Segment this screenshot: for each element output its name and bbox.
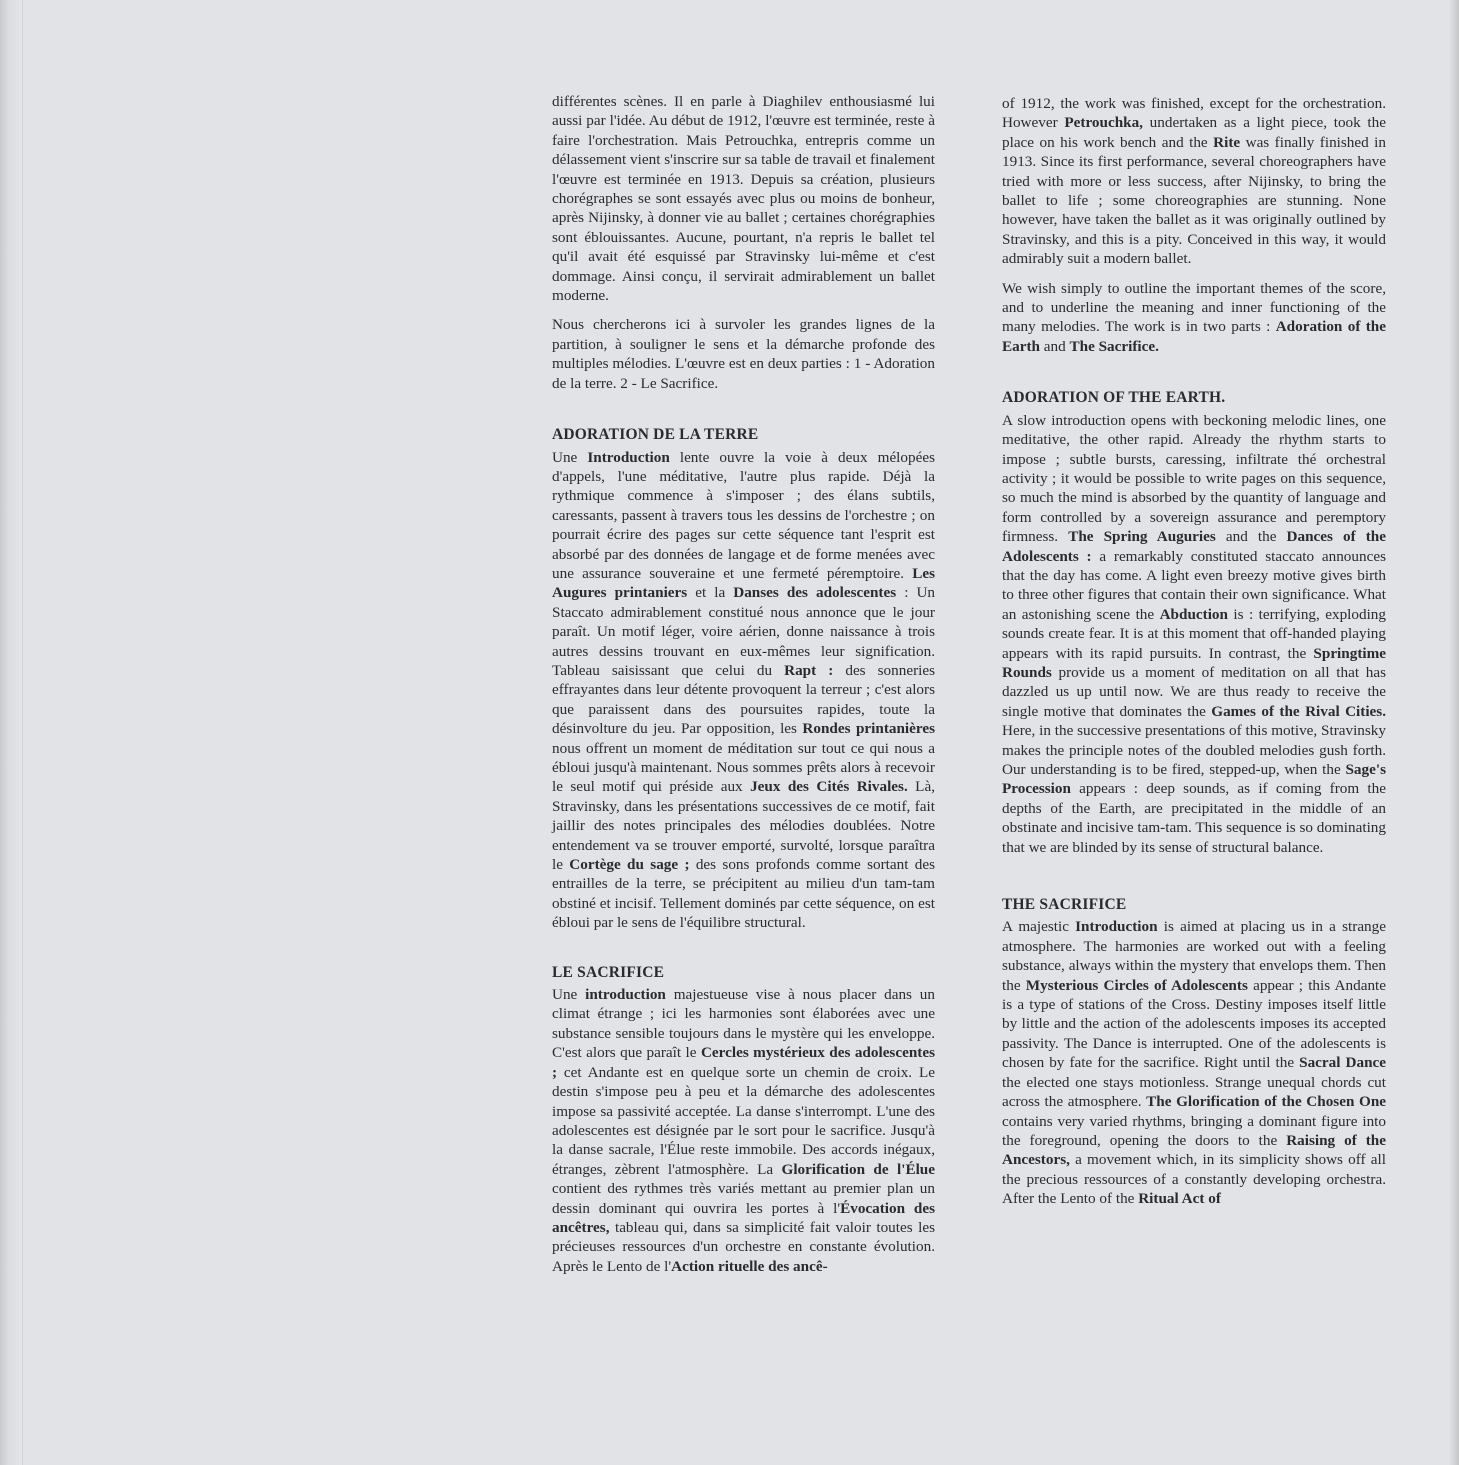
bold-term: Cercles mystérieux des adolescentes ; [552,1044,935,1081]
text-run: : Un Staccato admirablement constitué nous annonce que le jour paraît. Un motif léger, voire aérien, donne naissance à trois autres dessins trouvant en eux-mêmes leur signification. Tableau saisissant que celui du [552,584,936,679]
text-run: majestueuse vise à nous placer dans un climat étrange ; ici les harmonies sont élaborées avec une substance sensible toujours dans le mystère qui les enveloppe. C'est alors que paraît le [552,986,935,1062]
page-fold-shadow [0,0,23,1465]
text-run: cet Andante est en quelque sorte un chemin de croix. Le destin s'impose peu à peu et la démarche des adolescentes impose sa passivité acceptée. La danse s'interrompt. L'une des adolescentes est désignée par le sort pour le sacrifice. Jusqu'à la danse sacrale, l'Élue reste immobile. Des accords inégaux, étranges, zèbrent l'atmosphère. La [552,1063,935,1178]
french-intro-paragraph-1: différentes scènes. Il en parle à Diaghilev enthousiasmé lui aussi par l'idée. Au début de 1912, l'œuvre est terminée, reste à faire l'orchestration. Mais Petrouchka, entrepris comme un délassement vient s'inscrire sur sa table de travail et finalement l'œuvre est terminée en 1913. Depuis sa création, plusieurs chorégraphes se sont essayés avec plus ou moins de bonheur, après Nijinsky, à donner vie au ballet ; certaines chorégraphies sont éblouissantes. Aucune, pourtant, n'a repris le ballet tel qu'il avait été esquissé par Stravinsky lui-même et c'est dommage. Ainsi conçu, il servirait admirablement un ballet moderne. [552,93,935,305]
text-run: A majestic [1002,918,1076,936]
bold-term: Danses des adolescentes [733,584,897,602]
bold-term: Jeux des Cités Rivales. [750,778,908,796]
text-run: provide us a moment of meditation on all that has dazzled us up until now. We are thus ready to receive the single motive that dominates the [1002,663,1386,720]
english-sacrifice-text [1002,917,1386,1208]
bold-term: Ritual Act of [1138,1190,1221,1208]
text-run: lente ouvre la voie à deux mélopées d'appels, l'une méditative, l'autre plus rapide. Déjà la rythmique commence à s'imposer ; des élans subtils, caressants, passent à travers tous les dessins de l'orchestre ; on pourrait écrire des pages sur cette séquence tant l'esprit est absorbé par des données de langage et de forme menées avec une assurance souveraine et une fermeté péremptoire. [552,448,935,582]
french-adoration-text [552,448,935,933]
text-run: A slow introduction opens with beckoning melodic lines, one meditative, the other rapid. Already the rhythm starts to impose ; subtle bursts, caressing, infiltrate thé orchestral activity ; it would be possible to write pages on this sequence, so much the mind is absorbed by the quantity of language and form controlled by a sovereign assurance and peremptory firmness. [1002,411,1386,546]
text-run: a remarkably constituted staccato announces that the day has come. A light even breezy motive gives birth to three other figures that contain their own significance. What an astonishing scene the [1002,547,1386,623]
text-run: des sons profonds comme sortant des entrailles de la terre, se précipitent au milieu d'un tam-tam obstiné et incisif. Tellement dominés par cette séquence, on est ébloui par le sens de l'équilibre structural. [552,856,936,932]
text-run: appears : deep sounds, as if coming from the depths of the Earth, are precipitated in the middle of an obstinate and incisive tam-tam. This sequence is so dominating that we are blinded by its sense of structural balance. [1002,780,1386,856]
bold-term: Rite [1213,133,1241,151]
text-run: is aimed at placing us in a strange atmosphere. The harmonies are worked out with a feeling substance, always within the mystery that envelops them. Then the [1002,918,1386,994]
english-adoration-text [1002,411,1386,857]
french-heading-adoration: ADORATION DE LA TERRE [552,426,759,444]
text-run: a movement which, in its simplicity shows off all the precious ressources of a constantly developing orchestra. After the Lento of the [1002,1151,1386,1208]
text-run: Là, Stravinsky, dans les présentations successives de ce motif, fait jaillir des notes principales des mélodies doublées. Notre entendement va se trouver emporté, survolté, lorsque paraîtra le [552,778,935,874]
text-run: and the [1215,528,1287,546]
english-intro-paragraph-1 [1002,94,1386,269]
french-heading-sacrifice: LE SACRIFICE [552,963,665,981]
bold-term: Évocation des ancêtres, [552,1199,935,1236]
bold-term: Sage's Procession [1002,761,1386,798]
text-run: Une [552,986,586,1004]
text-run: nous offrent un moment de méditation sur tout ce qui nous a ébloui jusqu'à maintenant. Nous sommes prêts alors à recevoir le seul motif qui préside aux [552,739,935,796]
text-run: des sonneries effrayantes dans leur détente provoquent la terreur ; c'est alors que paraissent dans des poursuites rapides, toute la désinvolture du jeu. Par opposition, les [552,661,936,738]
bold-term: Introduction [587,448,670,466]
text-run: is : terrifying, exploding sounds create fear. It is at this moment that off-handed playing appears with its rapid pursuits. In contrast, the [1002,605,1386,662]
text-run: of 1912, the work was finished, except for the orchestration. However [1002,95,1386,132]
bold-term: Dances of the Adolescents : [1002,528,1386,565]
bold-term: Rondes printanières [802,720,935,738]
bold-term: Raising of the Ancestors, [1002,1131,1386,1169]
bold-term: Introduction [1075,918,1158,936]
bold-term: introduction [585,986,666,1004]
text-run: appear ; this Andante is a type of stations of the Cross. Destiny imposes itself little by little and the action of the adolescents imposes its accepted passivity. The Dance is interrupted. One of the adolescents is chosen by fate for the sacrifice. Right until the [1002,976,1386,1072]
bold-term: Glorification de l'Élue [781,1160,935,1178]
english-heading-sacrifice: THE SACRIFICE [1002,896,1127,914]
bold-term: Games of the Rival Cities. [1211,702,1386,720]
bold-term: Abduction [1159,605,1228,623]
bold-term: Petrouchka, [1064,114,1143,132]
english-heading-adoration: ADORATION OF THE EARTH. [1002,389,1226,407]
bold-term: Adoration of the Earth [1002,318,1386,355]
bold-term: Rapt : [784,661,834,679]
text-run: et la [687,584,734,602]
text-run: and [1039,337,1070,355]
french-column [552,92,935,1276]
text-run: tableau qui, dans sa simplicité fait valoir toutes les précieuses ressources d'un orchestre en constante évolution. Après le Lento de l' [552,1218,935,1275]
bold-term: Les Augures printaniers [552,564,935,602]
bold-term: Mysterious Circles of Adolescents [1025,976,1248,994]
page-edge [1449,0,1459,1465]
french-sacrifice-text [552,985,935,1276]
bold-term: Action rituelle des ancê- [671,1257,828,1275]
text-run: Une [552,448,588,466]
english-intro-paragraph-2 [1002,279,1386,357]
text-run: was finally finished in 1913. Since its first performance, several choreographers have tried with more or less success, after Nijinsky, to bring the ballet to life ; some choreographies are stunning. None however, have taken the ballet as it was originally outlined by Stravinsky, and this is a pity. Conceived in this way, it would admirably suit a modern ballet. [1002,133,1386,268]
text-run: contient des rythmes très variés mettant au premier plan un dessin dominant qui ouvrira les portes à l' [552,1180,935,1217]
french-intro-paragraph-2: Nous chercherons ici à survoler les grandes lignes de la partition, à souligner le sens et la démarche profonde des multiples mélodies. L'œuvre est en deux parties : 1 - Adoration de la terre. 2 - Le Sacrifice. [552,316,935,392]
text-run: undertaken as a light piece, took the place on his work bench and the [1002,114,1386,151]
bold-term: The Sacrifice. [1069,337,1159,355]
bold-term: Springtime Rounds [1002,644,1386,681]
bold-term: Sacral Dance [1299,1054,1387,1072]
text-run: We wish simply to outline the important themes of the score, and to underline the meaning and inner functioning of the many melodies. The work is in two parts : [1002,279,1386,336]
english-column [1002,94,1386,1209]
bold-term: The Glorification of the Chosen One [1146,1093,1387,1111]
text-run: the elected one stays motionless. Strange unequal chords cut across the atmosphere. [1002,1073,1386,1111]
bold-term: The Spring Auguries [1068,528,1216,546]
text-run: contains very varied rhythms, bringing a dominant figure into the foreground, opening the doors to the [1002,1112,1386,1149]
bold-term: Cortège du sage ; [569,856,690,874]
text-run: Here, in the successive presentations of this motive, Stravinsky makes the principle notes of the doubled melodies gush forth. Our understanding is to be fired, stepped-up, when the [1002,722,1386,778]
